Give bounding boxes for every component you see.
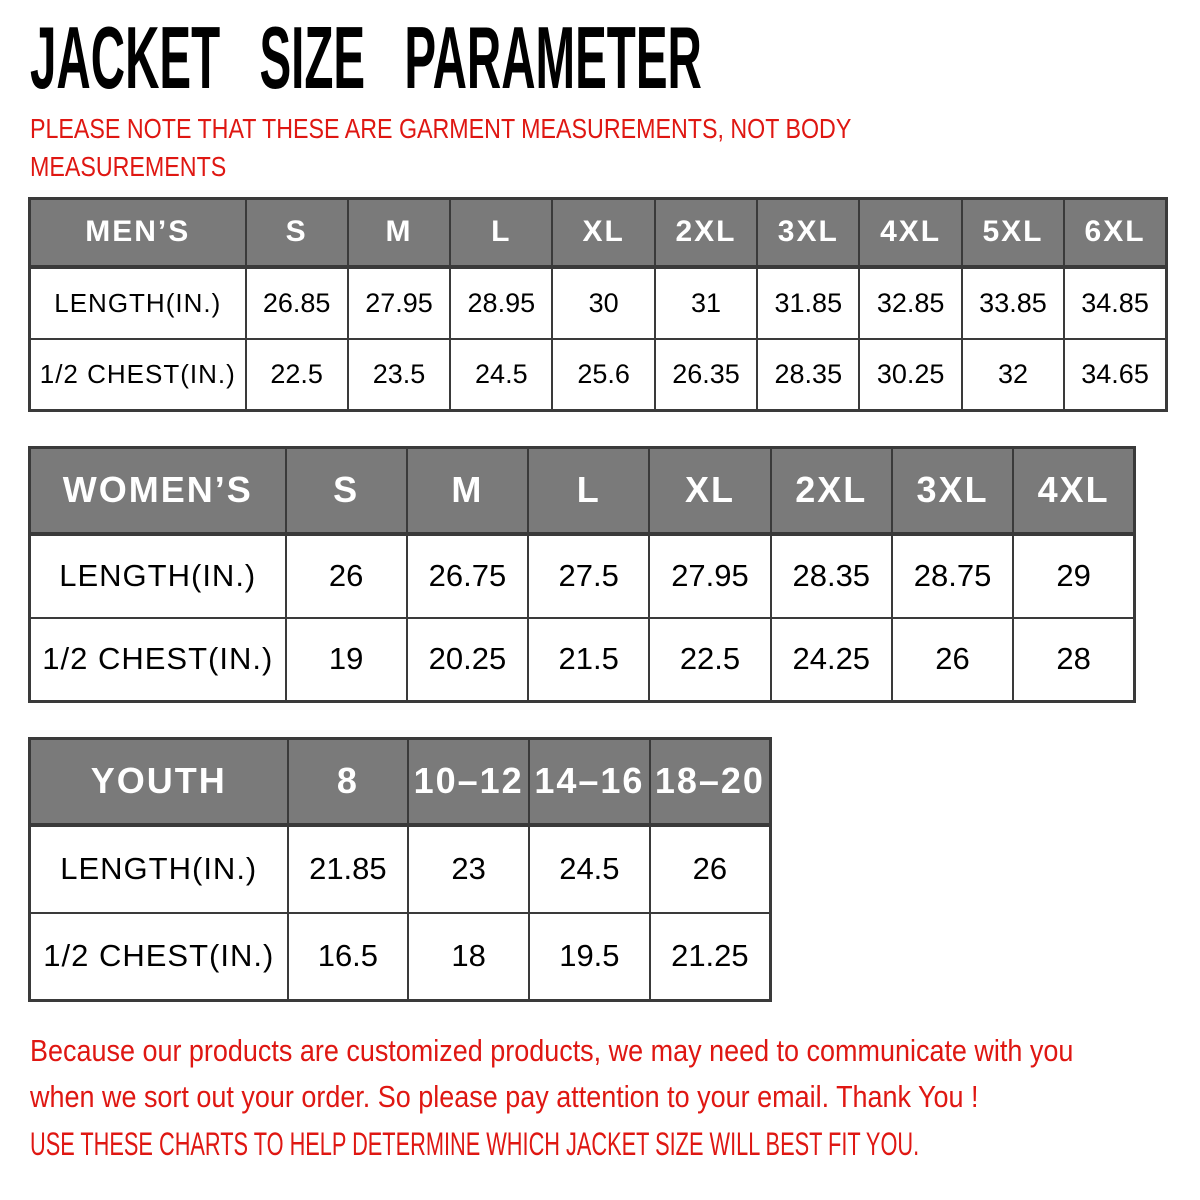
youth-chest-row [30,913,771,1001]
size-value-cell: 26 [286,534,407,618]
size-value-cell: 24.5 [450,339,552,411]
size-value-cell: 27.5 [528,534,649,618]
customization-note [30,1028,1200,1120]
row-label: 1/2 CHEST(IN.) [30,618,286,702]
size-value-cell: 18 [408,913,529,1001]
size-column-header: 3XL [757,199,859,267]
measurement-note-line-1-text: PLEASE NOTE THAT THESE ARE GARMENT MEASUREMENTS, NOT BODY [30,113,852,144]
size-column-header: 10–12 [408,739,529,825]
size-value-cell: 34.65 [1064,339,1166,411]
size-column-header: 3XL [892,448,1013,534]
size-value-cell: 28.75 [892,534,1013,618]
womens-table-title: WOMEN’S [30,448,286,534]
size-value-cell: 31.85 [757,267,859,339]
measurement-note [30,110,1020,186]
youth-length-row [30,825,771,913]
size-value-cell: 26.75 [407,534,528,618]
page-title-text: JACKET SIZE PARAMETER [30,8,702,107]
size-value-cell: 23.5 [348,339,450,411]
youth-size-table [28,737,772,1002]
size-value-cell: 16.5 [288,913,409,1001]
mens-length-row [30,267,1167,339]
size-column-header: L [528,448,649,534]
size-value-cell: 26.85 [246,267,348,339]
womens-length-row [30,534,1135,618]
size-value-cell: 19.5 [529,913,650,1001]
row-label: 1/2 CHEST(IN.) [30,339,246,411]
size-column-header: 4XL [859,199,961,267]
mens-table-title: MEN’S [30,199,246,267]
size-value-cell: 34.85 [1064,267,1166,339]
size-value-cell: 21.85 [288,825,409,913]
size-value-cell: 26.35 [655,339,757,411]
size-value-cell: 30.25 [859,339,961,411]
row-label: LENGTH(IN.) [30,534,286,618]
size-value-cell: 28.95 [450,267,552,339]
size-value-cell: 26 [892,618,1013,702]
size-column-header: 18–20 [650,739,771,825]
fit-advice-note [30,1126,1200,1163]
size-column-header: 8 [288,739,409,825]
size-value-cell: 23 [408,825,529,913]
size-value-cell: 30 [552,267,654,339]
size-value-cell: 22.5 [246,339,348,411]
size-value-cell: 28 [1013,618,1134,702]
size-value-cell: 22.5 [649,618,770,702]
measurement-note-line-1 [30,110,1020,148]
womens-size-table [28,446,1136,703]
size-value-cell: 32 [962,339,1064,411]
size-column-header: 5XL [962,199,1064,267]
size-value-cell: 27.95 [348,267,450,339]
size-value-cell: 29 [1013,534,1134,618]
size-column-header: 6XL [1064,199,1166,267]
fit-advice-note-text: USE THESE CHARTS TO HELP DETERMINE WHICH JACKET SIZE WILL BEST FIT YOU. [30,1126,920,1162]
size-value-cell: 24.5 [529,825,650,913]
size-value-cell: 20.25 [407,618,528,702]
row-label: 1/2 CHEST(IN.) [30,913,288,1001]
size-column-header: M [407,448,528,534]
size-value-cell: 31 [655,267,757,339]
size-column-header: XL [649,448,770,534]
mens-header-row [30,199,1167,267]
mens-chest-row [30,339,1167,411]
womens-header-row [30,448,1135,534]
row-label: LENGTH(IN.) [30,267,246,339]
womens-chest-row [30,618,1135,702]
size-column-header: M [348,199,450,267]
size-column-header: S [286,448,407,534]
measurement-note-line-2-text: MEASUREMENTS [30,151,227,182]
size-value-cell: 24.25 [771,618,892,702]
size-column-header: 4XL [1013,448,1134,534]
size-column-header: 14–16 [529,739,650,825]
size-value-cell: 21.5 [528,618,649,702]
customization-note-line-1 [30,1028,1200,1074]
size-column-header: XL [552,199,654,267]
youth-header-row [30,739,771,825]
measurement-note-line-2 [30,148,1020,186]
size-value-cell: 26 [650,825,771,913]
size-value-cell: 27.95 [649,534,770,618]
customization-note-line-2-text: when we sort out your order. So please pay attention to your email. Thank You ! [30,1079,979,1114]
size-value-cell: 28.35 [757,339,859,411]
customization-note-line-1-text: Because our products are customized products, we may need to communicate with you [30,1033,1074,1068]
size-value-cell: 33.85 [962,267,1064,339]
size-value-cell: 21.25 [650,913,771,1001]
size-column-header: 2XL [655,199,757,267]
row-label: LENGTH(IN.) [30,825,288,913]
size-value-cell: 28.35 [771,534,892,618]
size-column-header: L [450,199,552,267]
size-value-cell: 32.85 [859,267,961,339]
size-column-header: S [246,199,348,267]
customization-note-line-2 [30,1074,1200,1120]
youth-table-title: YOUTH [30,739,288,825]
page-title [30,8,1200,107]
size-value-cell: 25.6 [552,339,654,411]
size-column-header: 2XL [771,448,892,534]
size-value-cell: 19 [286,618,407,702]
mens-size-table [28,197,1168,412]
